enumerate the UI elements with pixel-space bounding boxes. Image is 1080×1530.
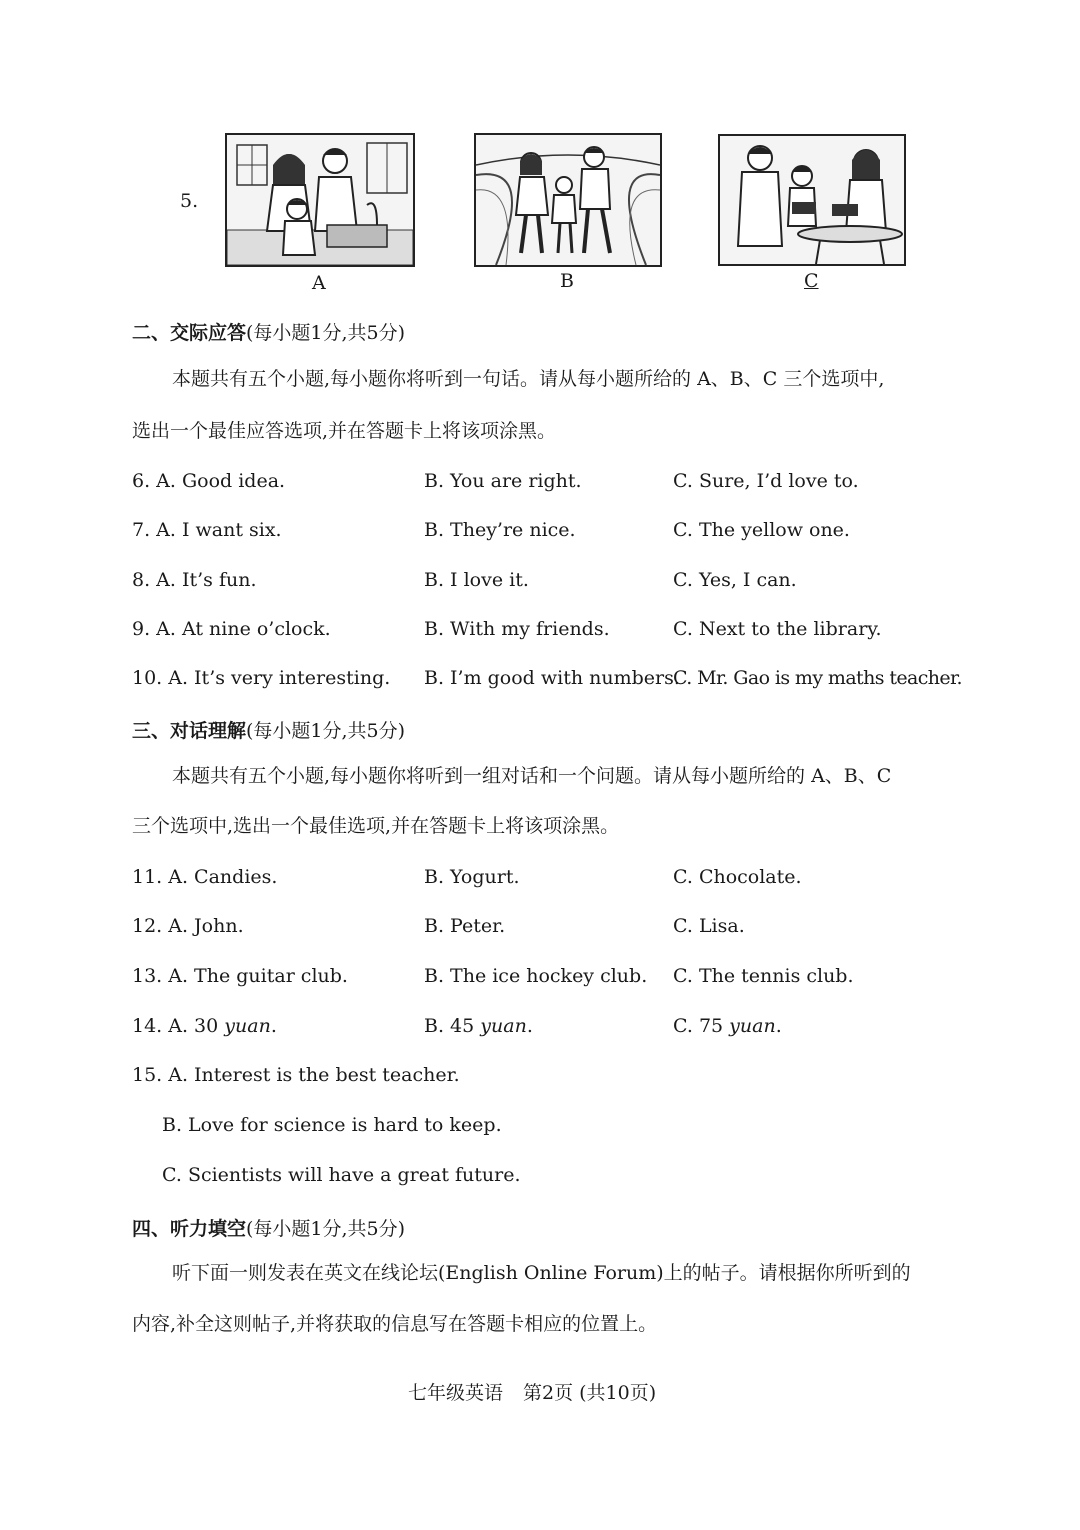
option-b-unit: yuan — [480, 1015, 527, 1037]
question-6 — [0, 470, 1080, 496]
section-2-instructions-line-2: 选出一个最佳应答选项,并在答题卡上将该项涂黑。 — [132, 420, 557, 442]
option-a-amount: 14. A. 30 — [132, 1015, 225, 1037]
track-scene-icon — [476, 135, 660, 265]
option-c: C. The tennis club. — [673, 965, 854, 987]
option-b: B. Yogurt. — [424, 866, 520, 888]
question-10 — [0, 667, 1080, 693]
option-a: 9. A. At nine o’clock. — [132, 618, 331, 640]
picture-b-track — [474, 133, 662, 267]
section-3-instructions-line-1: 本题共有五个小题,每小题你将听到一组对话和一个问题。请从每小题所给的 A、B、C — [172, 765, 892, 787]
question-14 — [0, 1015, 1080, 1041]
picture-c-label: C — [804, 270, 819, 292]
option-c-unit: yuan — [729, 1015, 776, 1037]
section-3-title: 三、对话理解 — [132, 720, 247, 742]
option-a: 13. A. The guitar club. — [132, 965, 348, 987]
option-c: C. Next to the library. — [673, 618, 882, 640]
option-a: 12. A. John. — [132, 915, 244, 937]
question-8 — [0, 569, 1080, 595]
option-a-unit: yuan — [224, 1015, 271, 1037]
option-c: C. Yes, I can. — [673, 569, 797, 591]
option-b — [424, 1015, 533, 1037]
section-4-instructions-line-1: 听下面一则发表在英文在线论坛(English Online Forum)上的帖子。请根据你所听到的 — [172, 1262, 911, 1284]
section-3-score: (每小题1分,共5分) — [246, 720, 406, 742]
option-b: B. You are right. — [424, 470, 582, 492]
option-b: B. They’re nice. — [424, 519, 576, 541]
option-b: B. Peter. — [424, 915, 506, 937]
question-7 — [0, 519, 1080, 545]
option-a: 8. A. It’s fun. — [132, 569, 257, 591]
option-c-period: . — [775, 1015, 782, 1037]
question-15-option-c: C. Scientists will have a great future. — [162, 1164, 521, 1186]
question-15-option-a: 15. A. Interest is the best teacher. — [132, 1064, 460, 1086]
section-2-heading — [132, 318, 405, 345]
section-4-score: (每小题1分,共5分) — [246, 1218, 406, 1240]
option-b: B. I love it. — [424, 569, 529, 591]
question-12 — [0, 915, 1080, 941]
picture-c-reading — [718, 134, 906, 266]
option-c — [673, 1015, 782, 1037]
option-a: 7. A. I want six. — [132, 519, 282, 541]
option-c: C. Mr. Gao is my maths teacher. — [673, 667, 962, 689]
section-4-instructions-line-2: 内容,补全这则帖子,并将获取的信息写在答题卡相应的位置上。 — [132, 1313, 658, 1335]
option-a: 11. A. Candies. — [132, 866, 278, 888]
option-b: B. The ice hockey club. — [424, 965, 648, 987]
option-b-period: . — [526, 1015, 533, 1037]
section-4-title: 四、听力填空 — [132, 1218, 247, 1240]
picture-a-kitchen — [225, 133, 415, 267]
option-c: C. Chocolate. — [673, 866, 802, 888]
section-3-instructions-line-2: 三个选项中,选出一个最佳选项,并在答题卡上将该项涂黑。 — [132, 815, 620, 837]
picture-a-label: A — [312, 272, 326, 294]
footer-subject: 七年级英语 — [408, 1382, 504, 1404]
option-c-amount: C. 75 — [673, 1015, 730, 1037]
question-15-option-b: B. Love for science is hard to keep. — [162, 1114, 502, 1136]
option-a: 10. A. It’s very interesting. — [132, 667, 391, 689]
option-b-amount: B. 45 — [424, 1015, 481, 1037]
section-4-heading — [132, 1214, 405, 1241]
reading-scene-icon — [720, 136, 904, 264]
page-footer — [408, 1378, 656, 1405]
kitchen-scene-icon — [227, 135, 413, 265]
option-b: B. With my friends. — [424, 618, 610, 640]
question-5-number: 5. — [180, 190, 199, 212]
question-11 — [0, 866, 1080, 892]
section-2-score: (每小题1分,共5分) — [246, 322, 406, 344]
option-a-period: . — [270, 1015, 277, 1037]
option-c: C. Sure, I’d love to. — [673, 470, 859, 492]
section-2-title: 二、交际应答 — [132, 322, 247, 344]
question-9 — [0, 618, 1080, 644]
option-c: C. The yellow one. — [673, 519, 850, 541]
section-3-heading — [132, 716, 405, 743]
option-a: 6. A. Good idea. — [132, 470, 286, 492]
option-c: C. Lisa. — [673, 915, 745, 937]
option-a — [132, 1015, 277, 1037]
section-2-instructions-line-1: 本题共有五个小题,每小题你将听到一句话。请从每小题所给的 A、B、C 三个选项中, — [172, 368, 885, 390]
footer-page-number: 第2页 (共10页) — [523, 1382, 657, 1404]
question-13 — [0, 965, 1080, 991]
option-b: B. I’m good with numbers. — [424, 667, 680, 689]
picture-b-label: B — [560, 270, 574, 292]
